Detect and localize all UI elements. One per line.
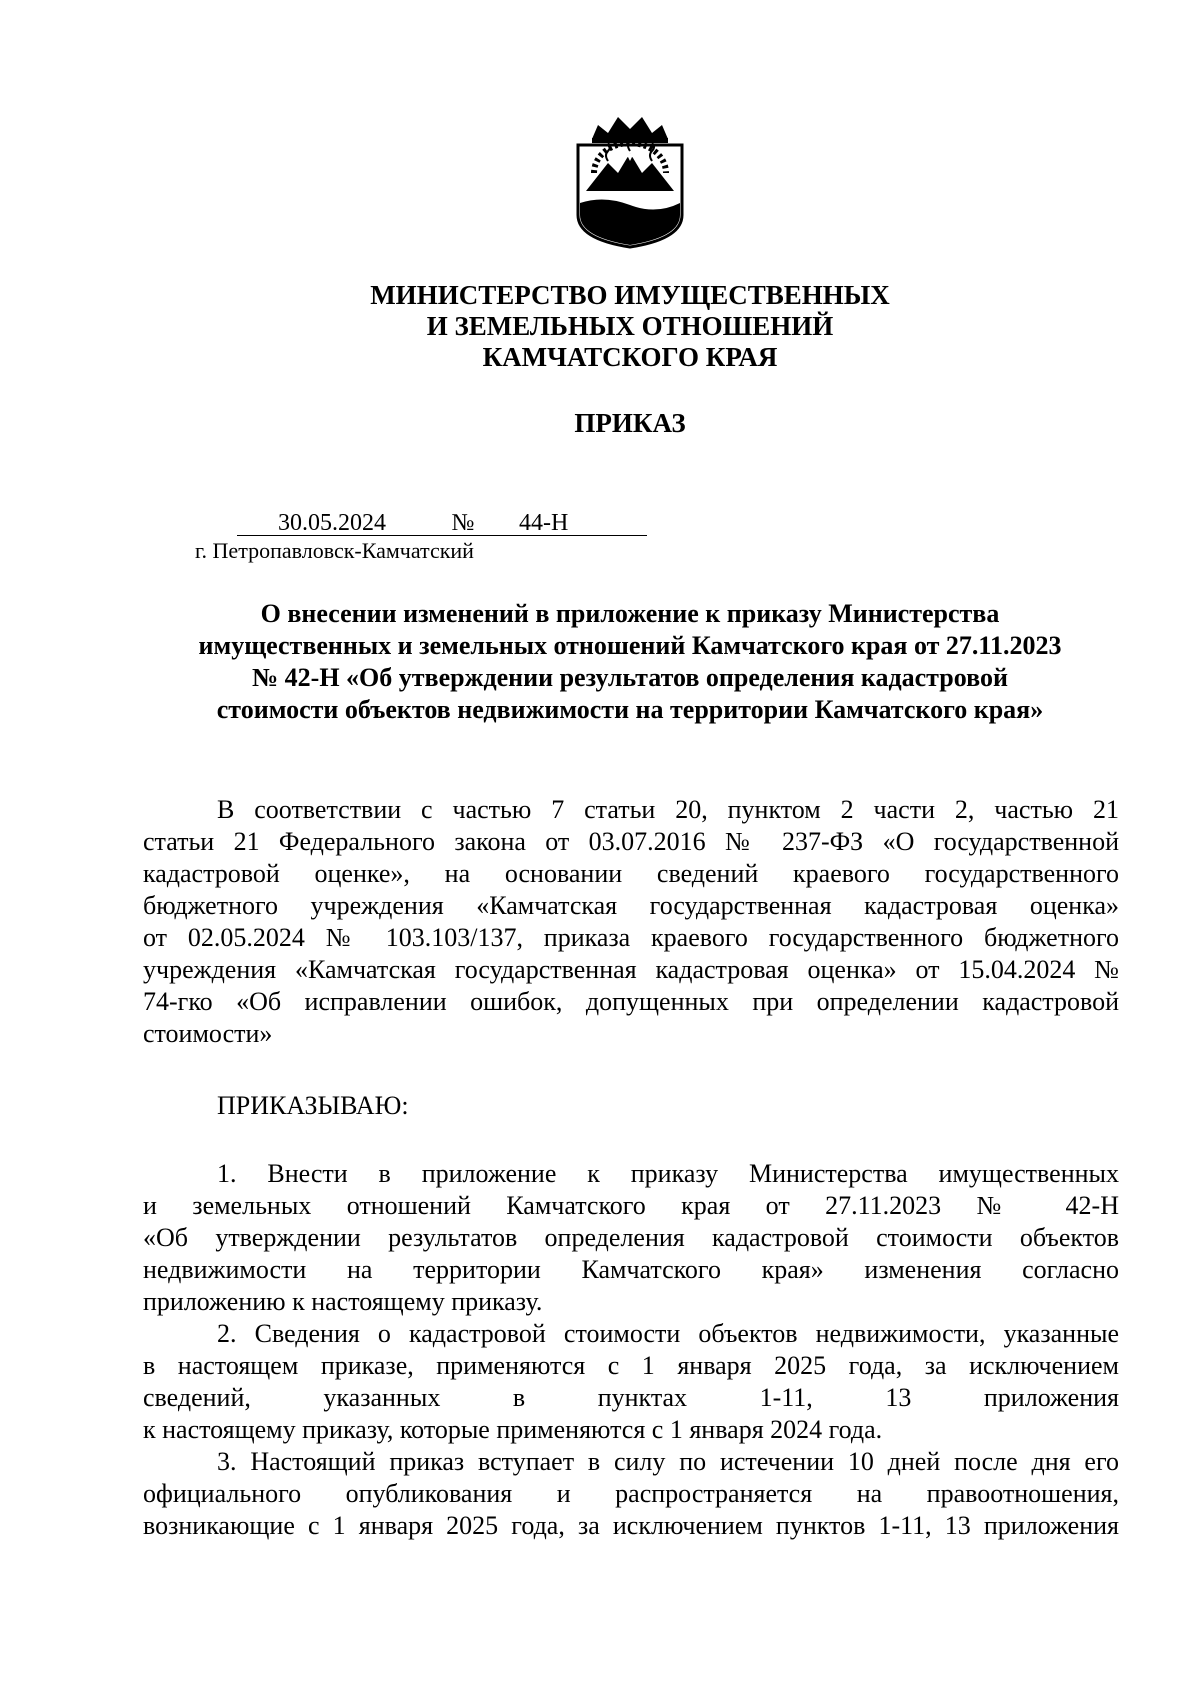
preamble-line: кадастровой оценке», на основании сведений краевого государственного bbox=[143, 859, 1119, 888]
city: г. Петропавловск-Камчатский bbox=[195, 538, 474, 563]
item-1 bbox=[143, 1158, 1119, 1318]
preamble-line: статьи 21 Федерального закона от 03.07.2016 № 237-ФЗ «О государственной bbox=[143, 827, 1119, 856]
preamble-line: стоимости» bbox=[143, 1019, 273, 1048]
item-3 bbox=[143, 1446, 1119, 1542]
order-items bbox=[143, 1158, 1119, 1542]
preamble-line: учреждения «Камчатская государственная кадастровая оценка» от 15.04.2024 № bbox=[143, 955, 1119, 984]
order-number bbox=[499, 510, 647, 536]
preamble-line: В соответствии с частью 7 статьи 20, пунктом 2 части 2, частью 21 bbox=[217, 795, 1119, 824]
org-line-3: КАМЧАТСКОГО КРАЯ bbox=[482, 342, 778, 372]
preamble-line: 74-гко «Об исправлении ошибок, допущенных при определении кадастровой bbox=[143, 987, 1119, 1016]
org-line-1: МИНИСТЕРСТВО ИМУЩЕСТВЕННЫХ bbox=[370, 280, 890, 310]
document-subject bbox=[0, 598, 1200, 726]
kamchatka-coat-of-arms bbox=[574, 111, 686, 249]
item-line: 2. Сведения о кадастровой стоимости объектов недвижимости, указанные bbox=[217, 1319, 1119, 1348]
subject-line-3: № 42-Н «Об утверждении результатов определения кадастровой bbox=[252, 663, 1008, 692]
subject-line-4: стоимости объектов недвижимости на территории Камчатского края» bbox=[216, 695, 1044, 724]
item-line: официального опубликования и распространяется на правоотношения, bbox=[143, 1479, 1119, 1508]
item-line: недвижимости на территории Камчатского края» изменения согласно bbox=[143, 1255, 1119, 1284]
item-line: в настоящем приказе, применяются с 1 января 2025 года, за исключением bbox=[143, 1351, 1119, 1380]
preamble-line: от 02.05.2024 № 103.103/137, приказа краевого государственного бюджетного bbox=[143, 923, 1119, 952]
document-type: ПРИКАЗ bbox=[574, 408, 686, 438]
item-line: приложению к настоящему приказу. bbox=[143, 1287, 543, 1316]
item-line: «Об утверждении результатов определения кадастровой стоимости объектов bbox=[143, 1223, 1119, 1252]
item-line: возникающие с 1 января 2025 года, за исключением пунктов 1-11, 13 приложения bbox=[143, 1511, 1119, 1540]
order-number-value: 44-Н bbox=[519, 510, 569, 536]
item-line: к настоящему приказу, которые применяются с 1 января 2024 года. bbox=[143, 1415, 883, 1444]
order-date: 30.05.2024 bbox=[237, 510, 427, 536]
subject-line-1: О внесении изменений в приложение к приказу Министерства bbox=[260, 599, 1000, 628]
order-word: ПРИКАЗЫВАЮ: bbox=[217, 1091, 409, 1120]
item-line: сведений, указанных в пунктах 1-11, 13 приложения bbox=[143, 1383, 1119, 1412]
subject-line-2: имущественных и земельных отношений Камчатского края от 27.11.2023 bbox=[198, 631, 1062, 660]
item-line: и земельных отношений Камчатского края от 27.11.2023 № 42-Н bbox=[143, 1191, 1119, 1220]
number-sign: № bbox=[427, 510, 499, 536]
org-line-2: И ЗЕМЕЛЬНЫХ ОТНОШЕНИЙ bbox=[426, 311, 834, 341]
item-line: 1. Внести в приложение к приказу Министерства имущественных bbox=[217, 1159, 1119, 1188]
preamble-line: бюджетного учреждения «Камчатская государственная кадастровая оценка» bbox=[143, 891, 1119, 920]
preamble-paragraph bbox=[143, 794, 1119, 1050]
item-line: 3. Настоящий приказ вступает в силу по истечении 10 дней после дня его bbox=[217, 1447, 1119, 1476]
item-2 bbox=[143, 1318, 1119, 1446]
organization-name bbox=[0, 280, 1200, 373]
